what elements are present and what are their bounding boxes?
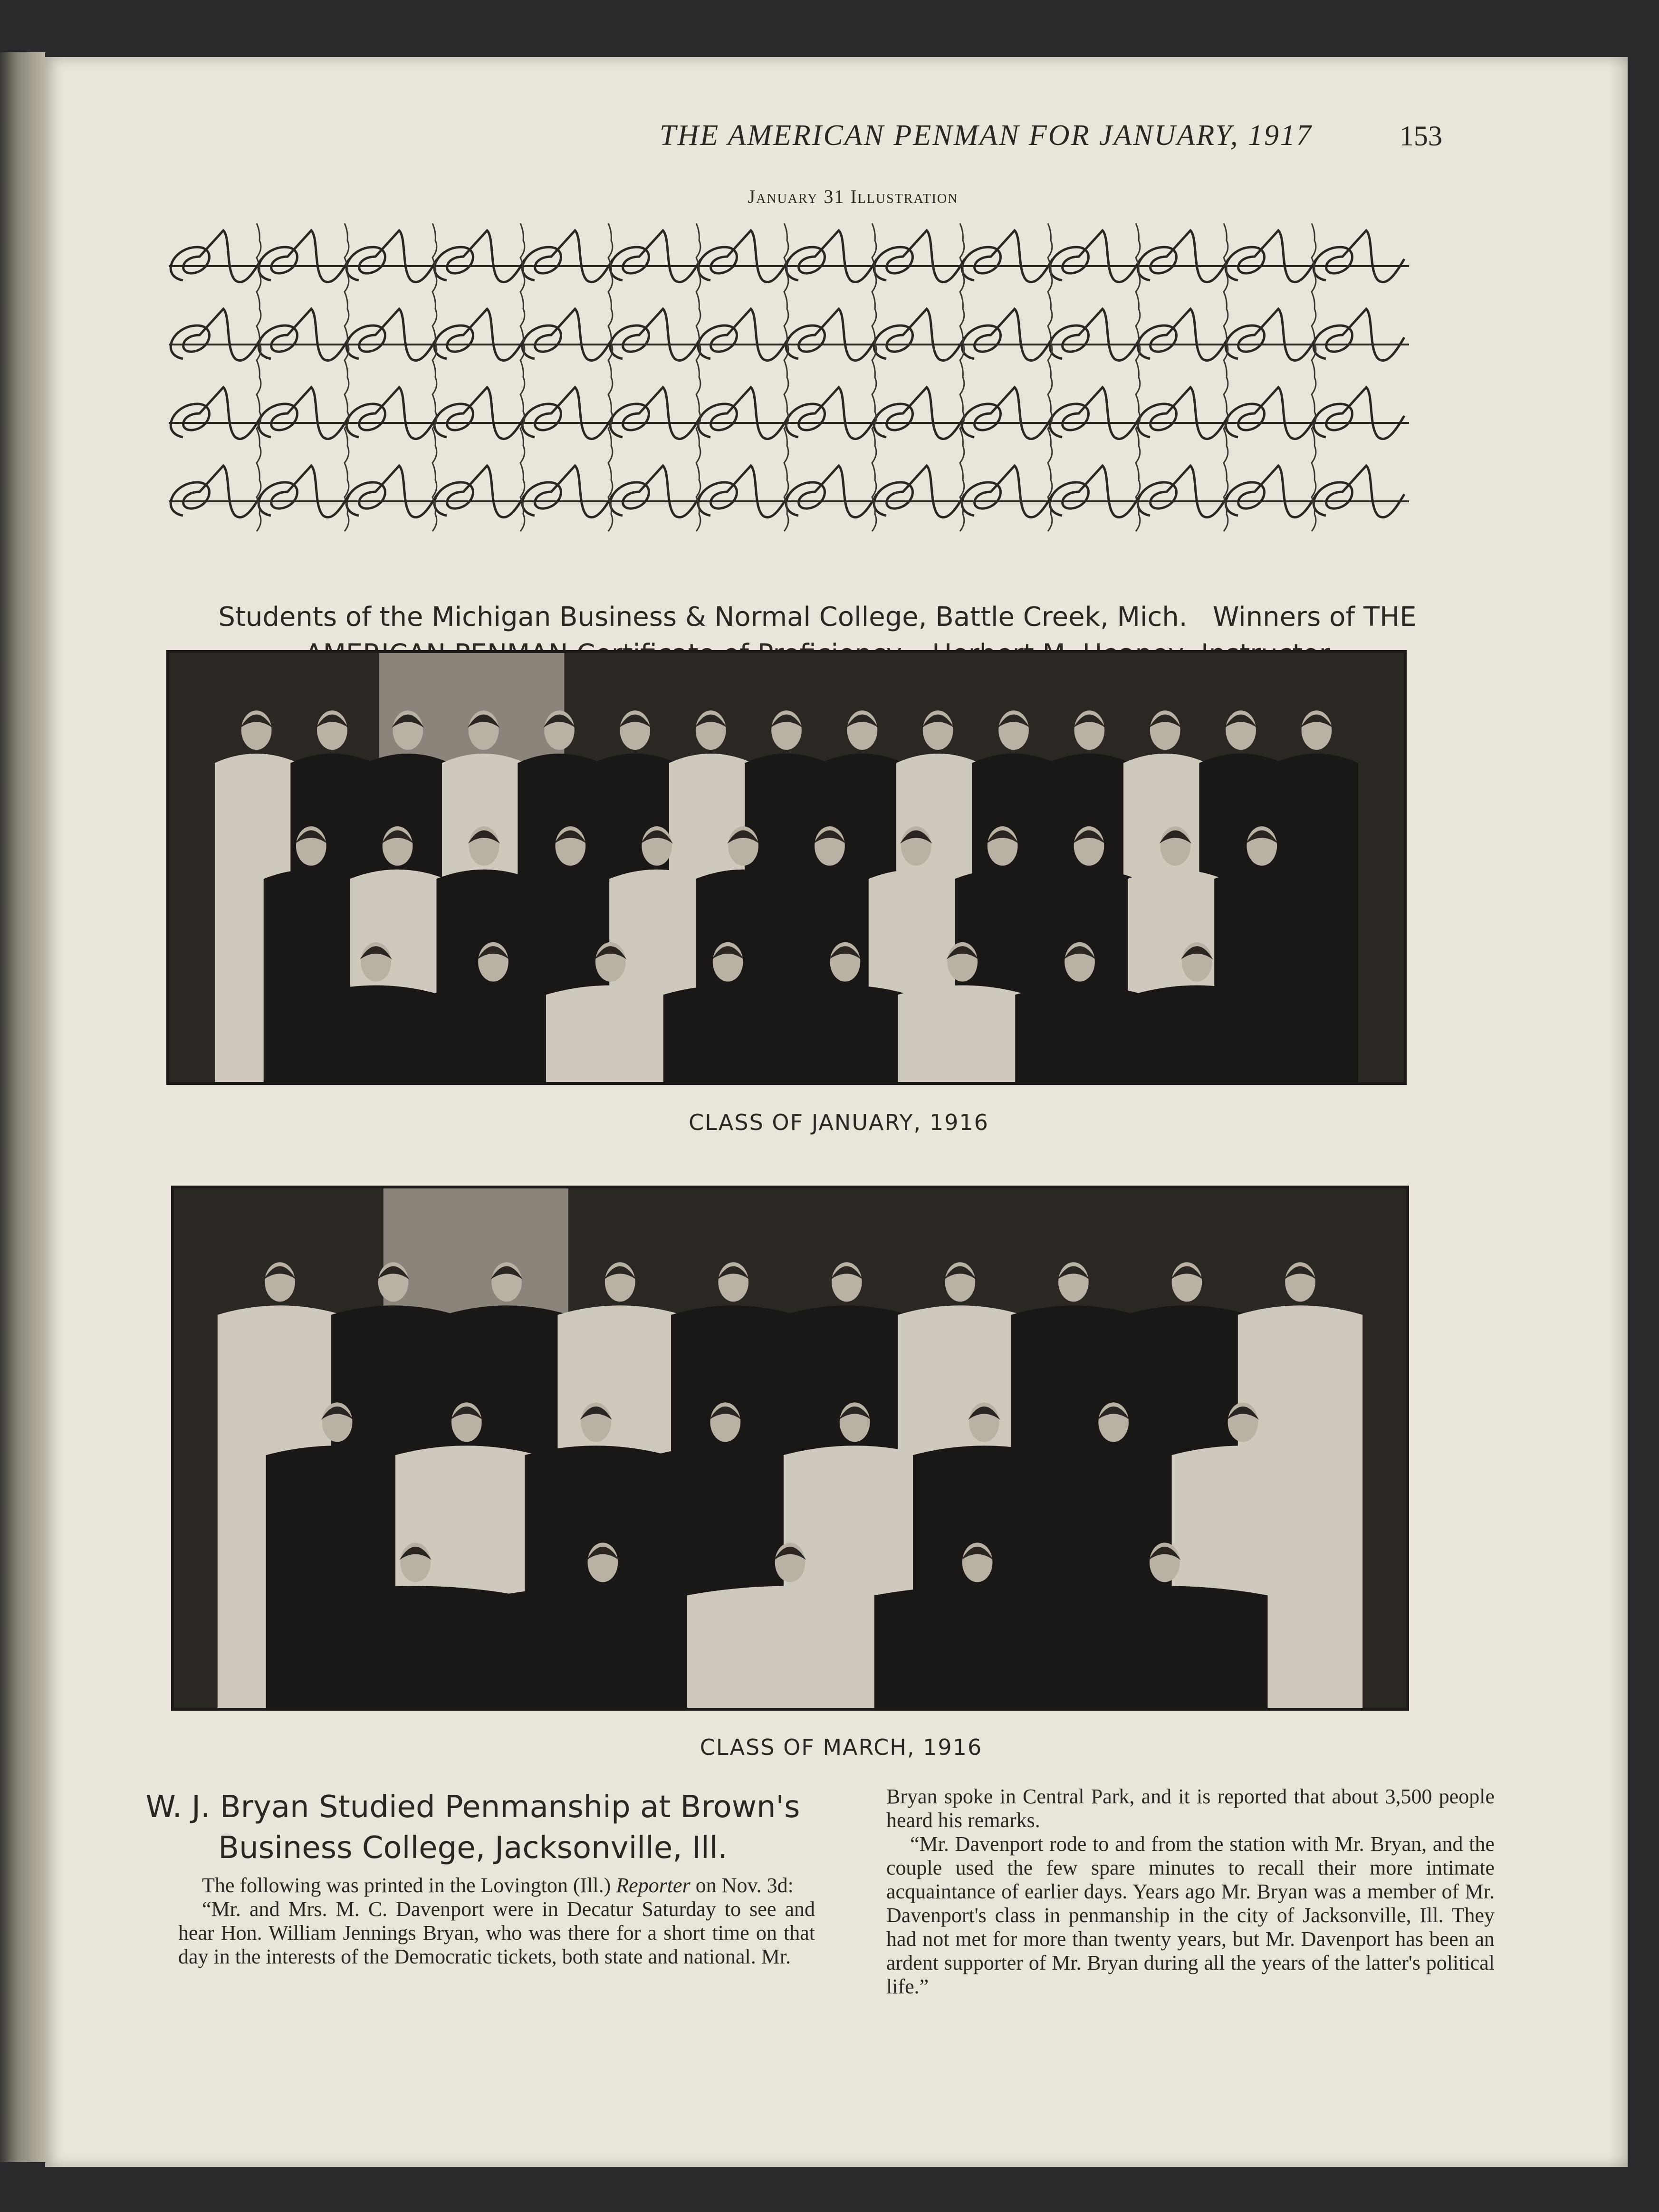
article-paragraph: Bryan spoke in Central Park, and it is reported that about 3,500 people heard his remarks.	[886, 1785, 1495, 1832]
drill-letter-a	[1226, 387, 1316, 439]
person-body	[1015, 986, 1144, 1082]
class-photo-march-1916	[171, 1186, 1409, 1711]
drill-letter-a	[434, 309, 525, 361]
drill-letter-a	[434, 466, 525, 517]
class-photo-caption-january: CLASS OF JANUARY, 1916	[689, 1110, 989, 1135]
drill-letter-a	[1314, 309, 1404, 361]
drill-letter-a	[346, 230, 437, 282]
drill-letter-a	[346, 466, 437, 517]
drill-letter-a	[1226, 309, 1316, 361]
drill-letter-a	[1138, 387, 1228, 439]
drill-letter-a	[434, 387, 525, 439]
drill-letter-a	[874, 387, 965, 439]
drill-letter-a	[522, 309, 613, 361]
drill-letter-a	[1138, 466, 1228, 517]
drill-letter-a	[698, 230, 789, 282]
article-title-line1: W. J. Bryan Studied Penmanship at Brown's	[145, 1790, 800, 1825]
drill-letter-a	[1138, 309, 1228, 361]
group-photo-silhouettes	[174, 1188, 1406, 1708]
drill-letter-a	[874, 230, 965, 282]
article-title-line2: Business College, Jacksonville, Ill.	[218, 1830, 728, 1866]
person-body	[1062, 1586, 1268, 1708]
drill-letter-a	[1226, 466, 1316, 517]
person-body	[500, 1586, 706, 1708]
drill-letter-a	[1050, 309, 1141, 361]
drill-letter-a	[434, 230, 525, 282]
drill-letter-a	[1050, 466, 1141, 517]
article-paragraph: “Mr. and Mrs. M. C. Davenport were in Decatur Saturday to see and hear Hon. William Jennings Bryan, who was there for a short time on that day in the interests of the Democratic tickets, both state and national. Mr.	[178, 1897, 815, 1968]
drill-letter-a	[698, 466, 789, 517]
students-caption-line1: Students of the Michigan Business & Normal College, Battle Creek, Mich. Winners of THE	[218, 602, 1417, 632]
penmanship-drill-illustration	[150, 214, 1528, 584]
drill-letter-a	[259, 230, 349, 282]
drill-letter-a	[522, 230, 613, 282]
drill-letter-a	[786, 387, 877, 439]
article-paragraph: “Mr. Davenport rode to and from the station with Mr. Bryan, and the couple used the few spare minutes to recall their more intimate acquaintance of earlier days. Years ago Mr. Bryan was a member of Mr. Davenport's class in penmanship in the city of Jacksonville, Ill. They had not met for more than twenty years, but Mr. Davenport has been an ardent supporter of Mr. Bryan during all the years of the latter's political life.”	[886, 1832, 1495, 1998]
group-photo-silhouettes	[169, 653, 1404, 1082]
person-body	[312, 1586, 518, 1708]
drill-letter-a	[259, 387, 349, 439]
illustration-caption: January 31 Illustration	[748, 186, 959, 207]
person-body	[546, 986, 675, 1082]
book-spine	[0, 52, 45, 2162]
class-photo-january-1916	[166, 650, 1407, 1085]
drill-letter-a	[346, 387, 437, 439]
running-head-title: THE AMERICAN PENMAN FOR JANUARY, 1917	[660, 119, 1313, 152]
drill-letter-a	[610, 387, 701, 439]
person-body	[1132, 986, 1261, 1082]
drill-letter-a	[698, 309, 789, 361]
article-column-left	[178, 1874, 815, 1969]
person-body	[311, 986, 440, 1082]
drill-letter-a	[962, 387, 1053, 439]
drill-letter-a	[171, 466, 261, 517]
drill-letter-a	[1138, 230, 1228, 282]
person-body	[898, 986, 1026, 1082]
drill-letter-a	[610, 466, 701, 517]
class-photo-caption-march: CLASS OF MARCH, 1916	[700, 1734, 983, 1760]
drill-letter-a	[259, 309, 349, 361]
drill-letter-a	[698, 387, 789, 439]
drill-letter-a	[1226, 230, 1316, 282]
drill-letter-a	[1314, 230, 1404, 282]
drill-letter-a	[786, 309, 877, 361]
drill-letter-a	[786, 466, 877, 517]
article-intro: The following was printed in the Lovington (Ill.) Reporter on Nov. 3d:	[202, 1874, 794, 1897]
drill-letter-a	[962, 230, 1053, 282]
drill-letter-a	[962, 466, 1053, 517]
drill-letter-a	[1314, 387, 1404, 439]
drill-letter-a	[1050, 230, 1141, 282]
drill-letter-a	[610, 309, 701, 361]
article-column-right	[886, 1785, 1495, 1999]
drill-letter-a	[522, 466, 613, 517]
person-body	[687, 1586, 893, 1708]
drill-letter-a	[171, 230, 261, 282]
drill-letter-a	[610, 230, 701, 282]
drill-letter-a	[259, 466, 349, 517]
drill-letter-a	[786, 230, 877, 282]
person-body	[781, 986, 910, 1082]
person-body	[663, 986, 792, 1082]
article-title	[140, 1787, 806, 1868]
drill-letter-a	[1314, 466, 1404, 517]
person-body	[429, 986, 557, 1082]
magazine-page	[45, 57, 1628, 2167]
page-number: 153	[1400, 120, 1442, 152]
drill-letter-a	[171, 387, 261, 439]
drill-letter-a	[874, 309, 965, 361]
drill-letter-a	[874, 466, 965, 517]
page-edge-shadow	[1609, 57, 1628, 2167]
drill-letter-a	[346, 309, 437, 361]
drill-letter-a	[1050, 387, 1141, 439]
person-body	[874, 1586, 1081, 1708]
drill-letter-a	[962, 309, 1053, 361]
drill-letter-a	[171, 309, 261, 361]
drill-letter-a	[522, 387, 613, 439]
